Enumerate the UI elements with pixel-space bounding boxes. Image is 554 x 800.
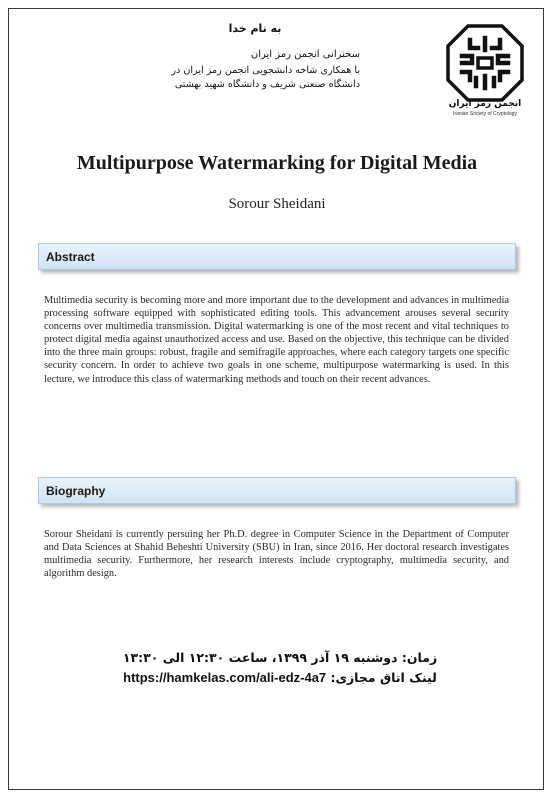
abstract-text: Multimedia security is becoming more and more important due to the development and advances in multimedia processing software equipped with sophisticated editing tools. This advancement arouses several security concerns over multimedia transmission. Digital watermarking is one of the most recent and vital techniques to protect digital media against unauthorized access and use. Based on the objective, this technique can be divided into the three main groups: robust, fragile and semifragile approaches, where each category targets one specific security concern. In order to achieve two goals in one scheme, multipurpose watermarking is used. In this lecture, we introduce this class of watermarking methods and touch on their recent advances.	[44, 295, 509, 385]
document-title: Multipurpose Watermarking for Digital Media	[76, 152, 478, 174]
bismillah: به نام خدا	[228, 22, 282, 35]
event-time: زمان: دوشنبه ۱۹ آذر ۱۳۹۹، ساعت ۱۲:۳۰ الی ۱۳:۳۰	[122, 650, 438, 665]
event-link-line	[90, 670, 470, 685]
logo-name-en: Iranian Society of Cryptology	[453, 111, 517, 117]
event-footer	[90, 650, 470, 685]
author-name: Sorour Sheidani	[228, 196, 326, 212]
event-link-url[interactable]: https://hamkelas.com/ali-edz-4a7	[123, 670, 327, 685]
biography-heading: Biography	[38, 477, 516, 504]
abstract-heading: Abstract	[38, 243, 516, 270]
collaboration-note: با همکاری شاخه دانشجویی انجمن رمز ایران در دانشگاه صنعتی شریف و دانشگاه شهید بهشتی	[171, 65, 360, 90]
persian-header	[150, 22, 360, 92]
event-link-label: لینک اتاق مجازی:	[330, 670, 437, 685]
biography-text: Sorour Sheidani is currently persuing her Ph.D. degree in Computer Science in the Department of Computer and Data Sciences at Shahid Beheshti University (SBU) in Iran, since 2016. Her doctoral research investigates multimedia security. Furthermore, her research interests include cryptography, multimedia security, and algorithm design.	[44, 529, 509, 580]
logo-name-fa: انجمن رمز ایران	[448, 99, 522, 109]
lecture-label: سخنرانی انجمن رمز ایران	[250, 49, 360, 60]
